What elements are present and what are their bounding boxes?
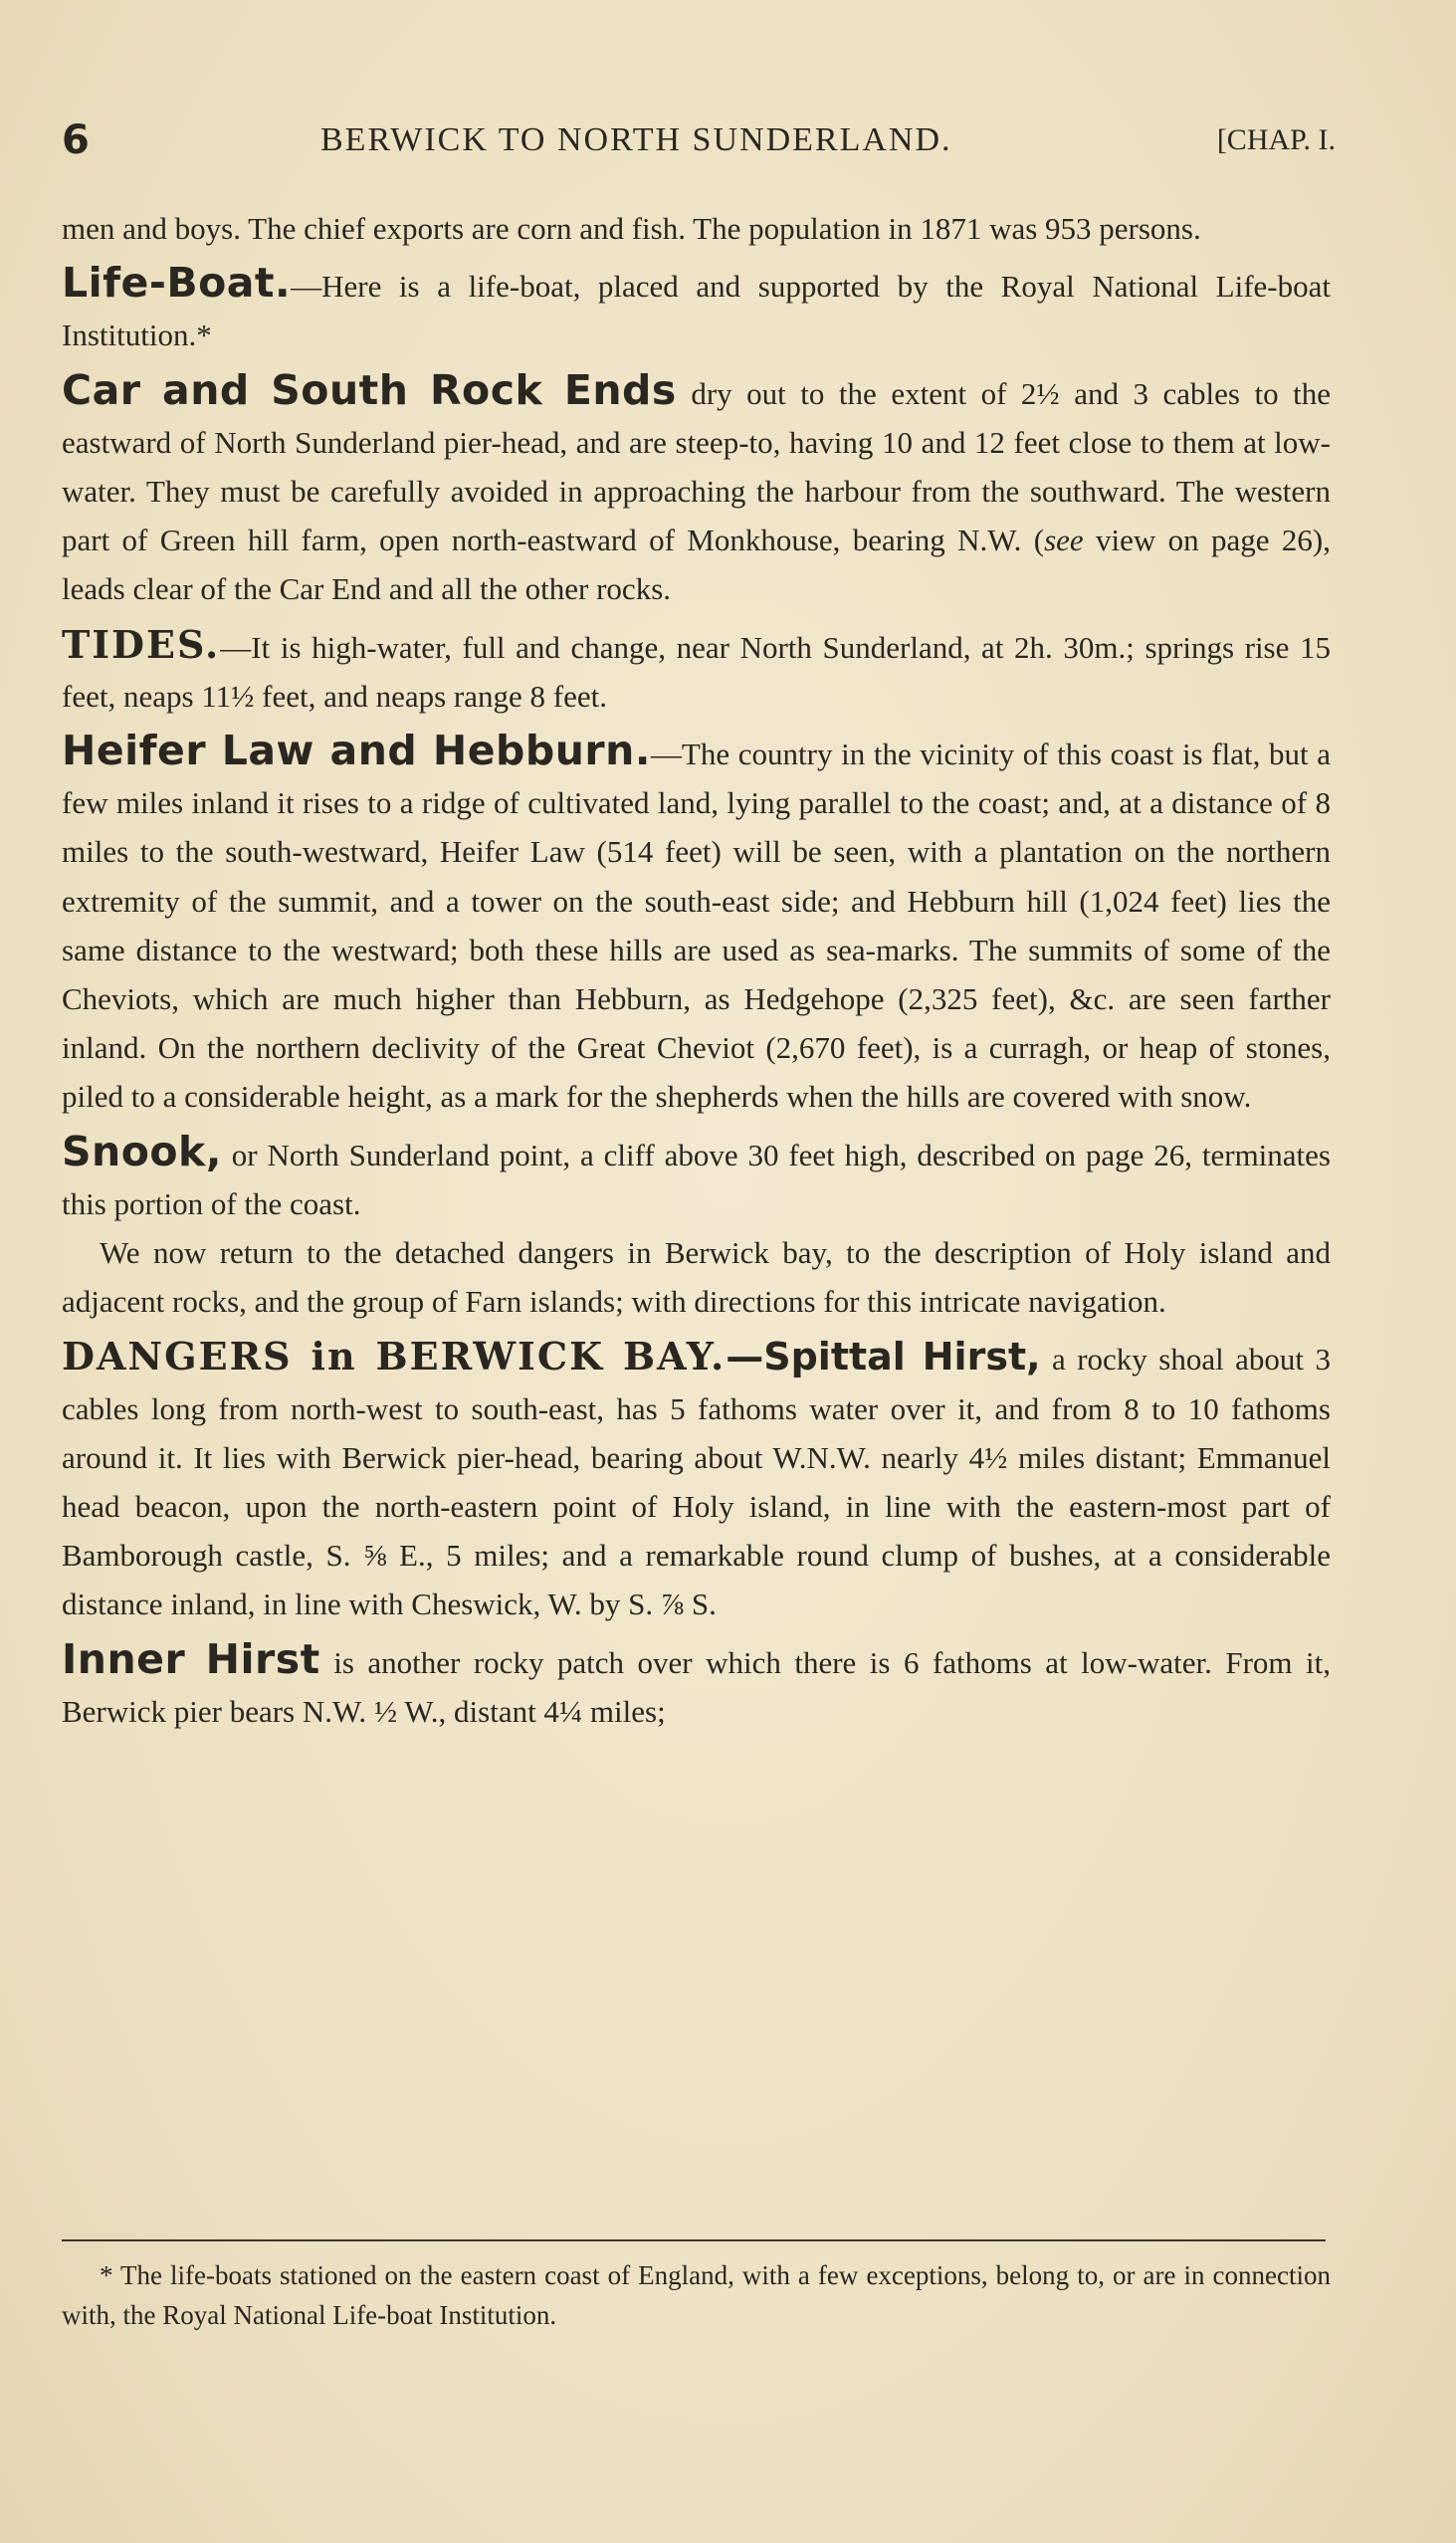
text-lifeboat: —Here is a life-boat, placed and supported by the Royal National Life-boat Institution.*	[62, 269, 1331, 353]
paragraph-lifeboat	[62, 259, 1331, 359]
paragraph-dangers	[62, 1332, 1331, 1628]
footnote: * The life-boats stationed on the eastern coast of England, with a few exceptions, belong to, or are in connection with, the Royal National Life-boat Institution.	[62, 2260, 1331, 2330]
heading-spittal-hirst: —Spittal Hirst,	[726, 1335, 1041, 1379]
page-number: 6	[62, 117, 90, 163]
page-header	[62, 117, 1336, 177]
text-spittal-hirst: a rocky shoal about 3 cables long from north-west to south-east, has 5 fathoms water over it, and from 8 to 10 fathoms around it. It lies with Berwick pier-head, bearing about W.N.W. nearly 4½ miles distant; Emmanuel head beacon, upon the north-eastern point of Holy island, in line with the eastern-most part of Bamborough castle, S. ⅝ E., 5 miles; and a remarkable round clump of bushes, at a considerable distance inland, in line with Cheswick, W. by S. ⅞ S.	[62, 1342, 1332, 1622]
text-car-south-rock: dry out to the extent of 2½ and 3 cables to the eastward of North Sunderland pier-head, and are steep-to, having 10 and 12 feet close to them at low-water. They must be carefully avoided in approaching the harbour from the southward. The western part of Green hill farm, open north-eastward of Monkhouse, bearing N.W. (	[62, 375, 1331, 558]
text-car-south-rock-end: view on page 26), leads clear of the Car End and all the other rocks.	[62, 523, 1331, 607]
heading-tides: TIDES.	[62, 621, 221, 667]
footnote-rule	[62, 2239, 1326, 2241]
text-see: see	[1044, 523, 1084, 558]
text-inner-hirst: is another rocky patch over which there is 6 fathoms at low-water. From it, Berwick pier bears N.W. ½ W., distant 4¼ miles;	[62, 1644, 1331, 1729]
paragraph-inner-hirst	[62, 1635, 1331, 1736]
paragraph-snook	[62, 1128, 1331, 1228]
paragraph-population: men and boys. The chief exports are corn and fish. The population in 1871 was 953 persons.	[62, 211, 1201, 246]
heading-lifeboat: Life-Boat.	[62, 259, 292, 308]
paragraph-car-south-rock	[62, 366, 1331, 614]
text-tides: —It is high-water, full and change, near North Sunderland, at 2h. 30m.; springs rise 15 feet, neaps 11½ feet, and neaps range 8 feet.	[62, 629, 1331, 714]
heading-inner-hirst: Inner Hirst	[62, 1634, 320, 1683]
heading-dangers: DANGERS in BERWICK BAY.	[62, 1334, 727, 1379]
page-body	[62, 204, 1331, 1736]
running-title: BERWICK TO NORTH SUNDERLAND.	[320, 121, 952, 158]
text-heifer-law: —The country in the vicinity of this coast is flat, but a few miles inland it rises to a ridge of cultivated land, lying parallel to the coast; and, at a distance of 8 miles to the south-westward, Heifer Law (514 feet) will be seen, with a plantation on the northern extremity of the summit, and a tower on the south-east side; and Hebburn hill (1,024 feet) lies the same distance to the westward; both these hills are used as sea-marks. The summits of some of the Cheviots, which are much higher than Hebburn, as Hedgehope (2,325 feet), &c. are seen farther inland. On the northern declivity of the Great Cheviot (2,670 feet), is a curragh, or heap of stones, piled to a considerable height, as a mark for the shepherds when the hills are covered with snow.	[62, 737, 1331, 1115]
text-snook: or North Sunderland point, a cliff above 30 feet high, described on page 26, terminates this portion of the coast.	[62, 1137, 1331, 1221]
paragraph-tides	[62, 620, 1331, 721]
paragraph-return: We now return to the detached dangers in Berwick bay, to the description of Holy island and adjacent rocks, and the group of Farn islands; with directions for this intricate navigation.	[62, 1235, 1331, 1320]
heading-car-south-rock: Car and South Rock Ends	[62, 365, 677, 414]
paragraph-heifer-law	[62, 727, 1331, 1122]
chapter-reference: [CHAP. I.	[1216, 123, 1336, 156]
heading-snook: Snook,	[62, 1127, 222, 1175]
heading-heifer-law: Heifer Law and Hebburn.	[62, 727, 651, 775]
